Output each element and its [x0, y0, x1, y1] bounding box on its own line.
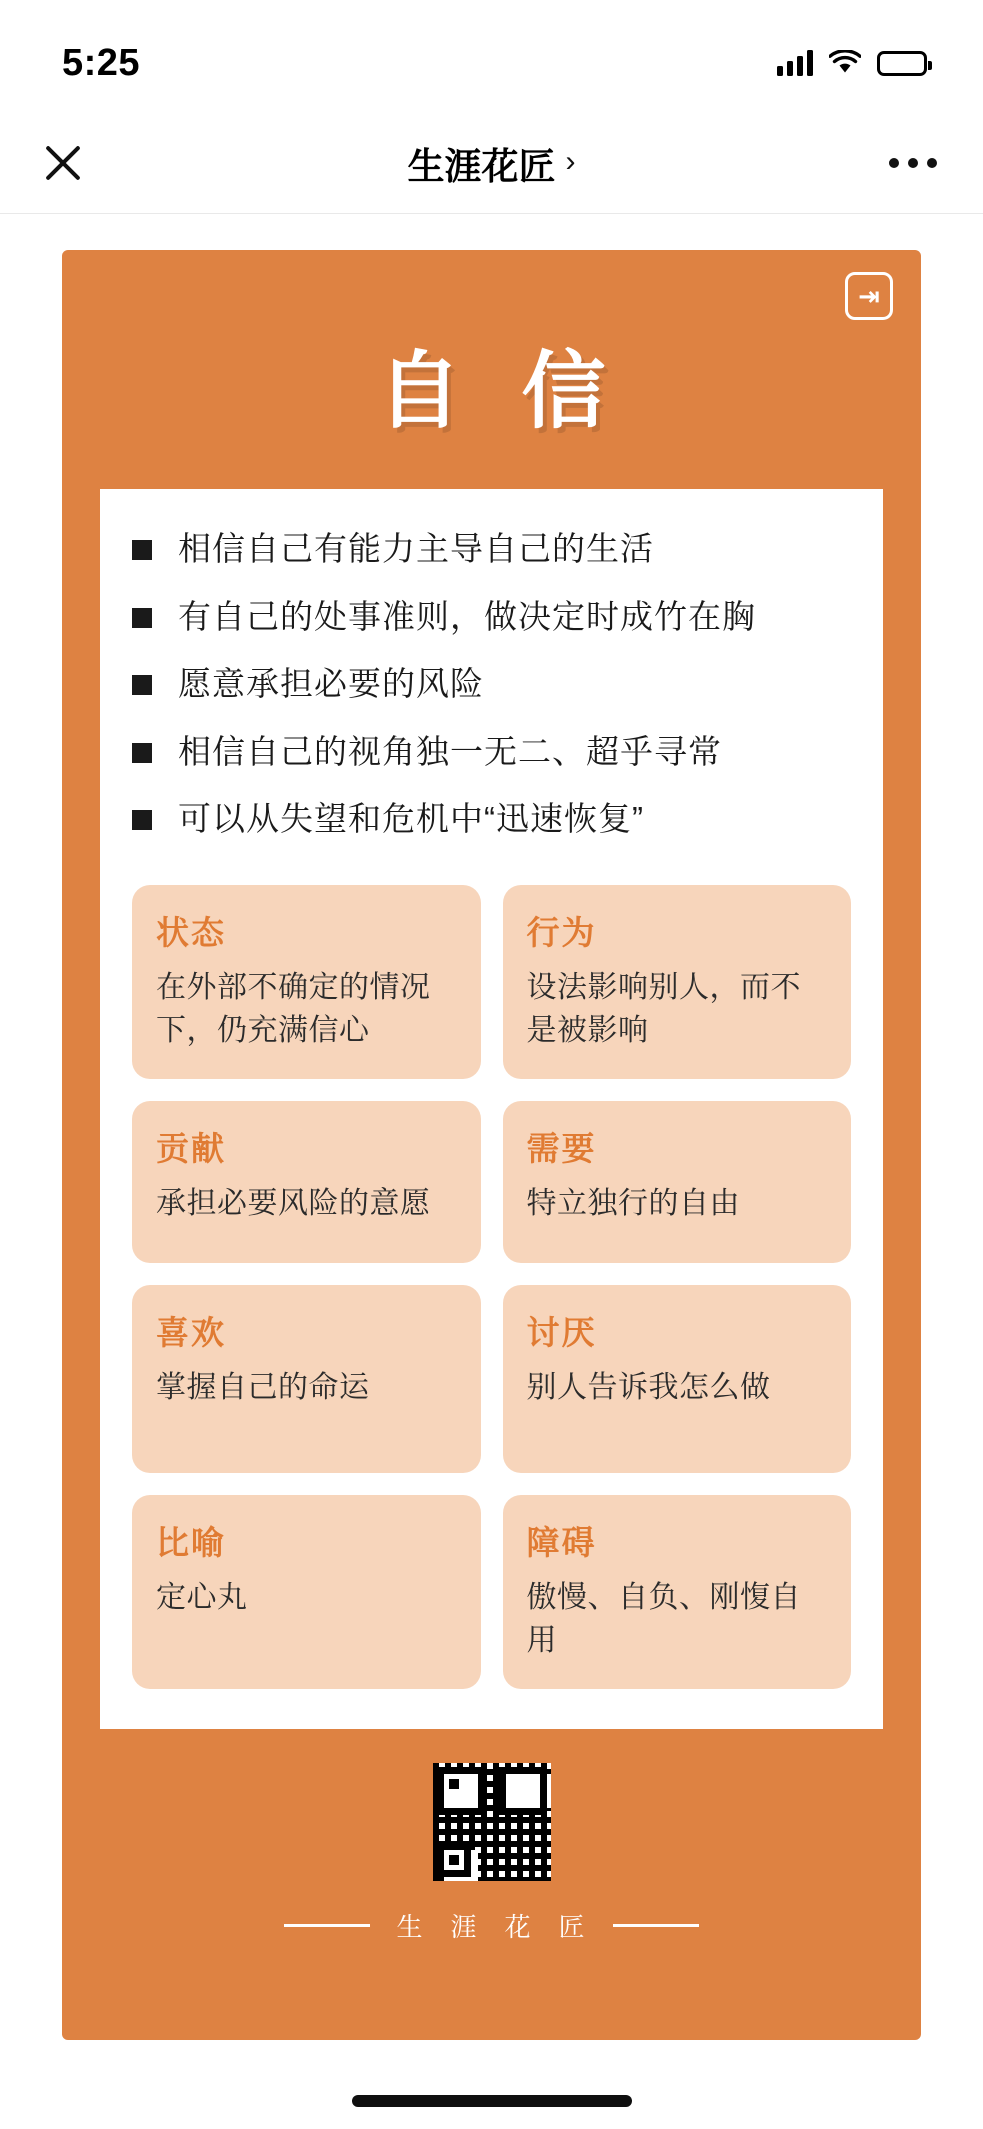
- tile-text: 傲慢、自负、刚愎自用: [526, 1580, 801, 1658]
- tile-contribution: [132, 1101, 481, 1263]
- navigation-bar: [0, 112, 983, 214]
- tile-behavior: [503, 885, 852, 1079]
- list-item: [132, 662, 851, 706]
- tile-title: 喜欢: [156, 1312, 226, 1352]
- page-title-text: 生涯花匠: [407, 145, 556, 187]
- qr-code-icon[interactable]: [433, 1763, 551, 1881]
- status-indicators: [777, 50, 927, 76]
- bullet-square-icon: [132, 810, 152, 830]
- battery-full-icon: [877, 51, 927, 76]
- tile-text: 别人告诉我怎么做: [526, 1370, 771, 1404]
- content-area: [0, 214, 983, 2040]
- tile-text: 承担必要风险的意愿: [156, 1186, 431, 1220]
- tile-state: [132, 885, 481, 1079]
- more-options-icon[interactable]: [889, 158, 937, 168]
- tile-dislikes: [503, 1285, 852, 1473]
- bullet-text: 可以从失望和危机中“迅速恢复”: [178, 800, 644, 838]
- close-icon[interactable]: [40, 140, 86, 186]
- list-item: [132, 527, 851, 571]
- tile-text: 掌握自己的命运: [156, 1370, 370, 1404]
- share-export-icon[interactable]: [845, 272, 893, 320]
- card-title: 自信: [377, 342, 666, 440]
- tile-title: 需要: [526, 1128, 597, 1168]
- tile-obstacle: [503, 1495, 852, 1689]
- card-body-panel: [100, 489, 883, 1729]
- trait-bullet-list: [132, 527, 851, 841]
- share-arrow-glyph: ⇥: [858, 281, 880, 311]
- tile-title: 障碍: [526, 1522, 597, 1562]
- list-item: [132, 730, 851, 774]
- page-title[interactable]: [0, 136, 983, 190]
- brand-char: 花: [504, 1911, 533, 1942]
- attribute-tile-grid: [132, 885, 851, 1689]
- home-indicator[interactable]: [352, 2095, 632, 2107]
- confidence-card: [62, 250, 921, 2040]
- divider-line-right: [613, 1924, 699, 1927]
- bullet-text: 愿意承担必要的风险: [178, 665, 484, 703]
- bullet-square-icon: [132, 540, 152, 560]
- chevron-right-icon: ›: [565, 144, 576, 178]
- status-time: 5:25: [62, 41, 141, 84]
- brand-char: 涯: [450, 1911, 479, 1942]
- wifi-icon: [829, 50, 861, 76]
- brand-char: 匠: [558, 1911, 587, 1942]
- divider-line-left: [284, 1924, 370, 1927]
- bullet-text: 相信自己的视角独一无二、超乎寻常: [178, 732, 722, 770]
- cellular-signal-icon: [777, 50, 813, 76]
- tile-need: [503, 1101, 852, 1263]
- status-bar: [0, 0, 983, 112]
- tile-metaphor: [132, 1495, 481, 1689]
- tile-title: 讨厌: [526, 1312, 597, 1352]
- list-item: [132, 595, 851, 639]
- bullet-square-icon: [132, 608, 152, 628]
- bullet-square-icon: [132, 743, 152, 763]
- tile-title: 贡献: [156, 1128, 226, 1168]
- bullet-text: 有自己的处事准则，做决定时成竹在胸: [178, 597, 756, 635]
- list-item: [132, 797, 851, 841]
- tile-text: 特立独行的自由: [526, 1186, 740, 1220]
- tile-title: 比喻: [156, 1522, 226, 1562]
- tile-likes: [132, 1285, 481, 1473]
- tile-title: 状态: [156, 912, 226, 952]
- bullet-square-icon: [132, 675, 152, 695]
- qr-code-area[interactable]: [100, 1763, 883, 1881]
- tile-text: 定心丸: [156, 1580, 248, 1614]
- tile-text: 在外部不确定的情况下，仍充满信心: [156, 970, 431, 1048]
- brand-footer: [100, 1907, 883, 1944]
- brand-char: 生: [396, 1911, 425, 1942]
- tile-title: 行为: [526, 912, 597, 952]
- tile-text: 设法影响别人，而不是被影响: [526, 970, 801, 1048]
- bullet-text: 相信自己有能力主导自己的生活: [178, 530, 654, 567]
